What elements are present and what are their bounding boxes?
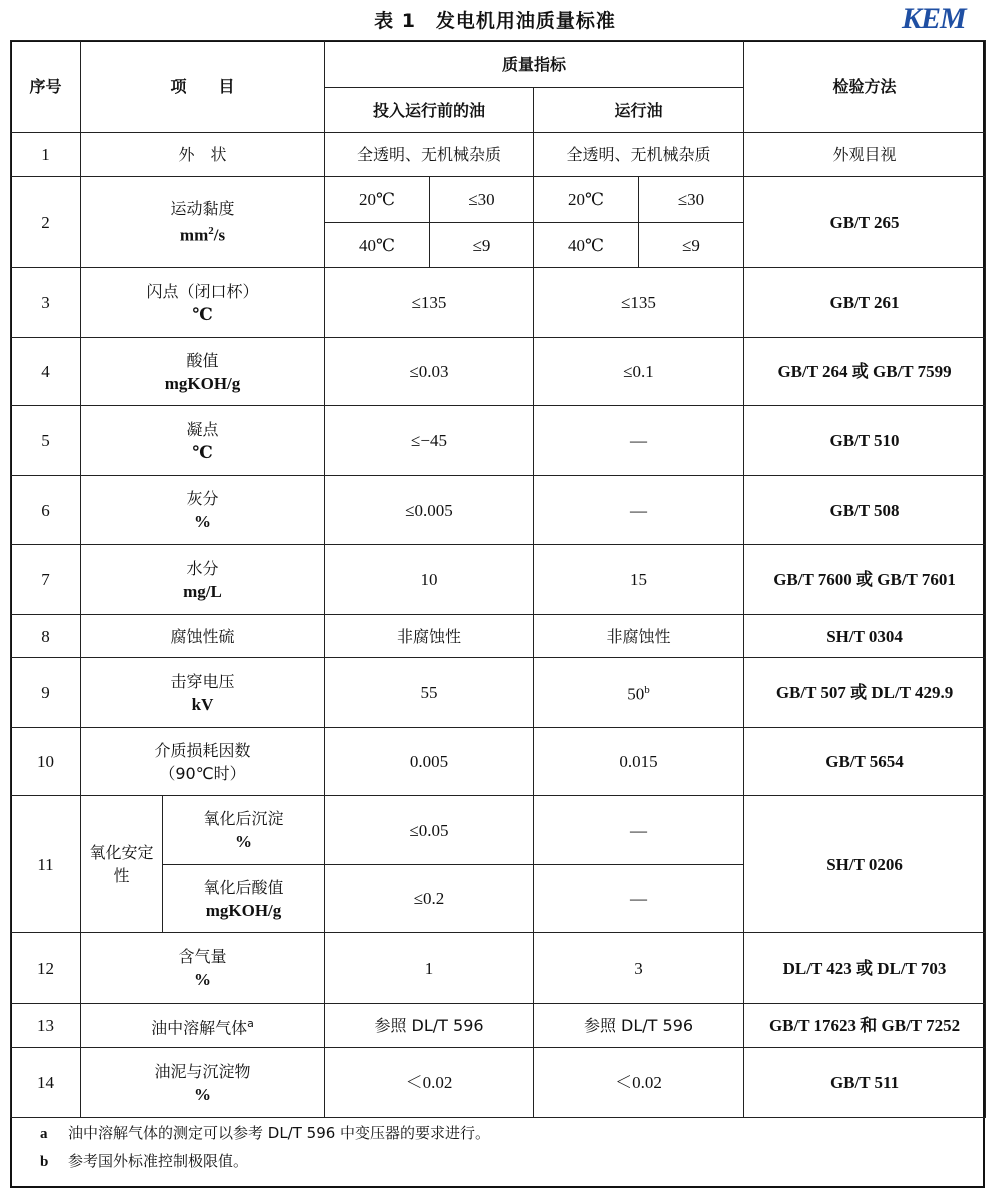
table-row	[11, 406, 986, 476]
row-running: —	[534, 865, 744, 933]
row-running: ≤135	[534, 268, 744, 338]
value-before: ≤9	[430, 223, 534, 268]
row-method: GB/T 265	[744, 177, 986, 268]
table-row	[11, 268, 986, 338]
row-item: 油泥与沉淀物 %	[81, 1048, 325, 1118]
row-method: GB/T 507 或 DL/T 429.9	[744, 658, 986, 728]
row-method: 外观目视	[744, 133, 986, 177]
table-row	[11, 728, 986, 796]
row-item: 闪点（闭口杯） ℃	[81, 268, 325, 338]
row-before: ≤0.03	[325, 338, 534, 406]
row-before: ≤135	[325, 268, 534, 338]
row-seq: 14	[11, 1048, 81, 1118]
header-running: 运行油	[534, 88, 744, 133]
item-name: 运动黏度	[170, 199, 235, 219]
row-item: 外 状	[81, 133, 325, 177]
row-item: 灰分 %	[81, 476, 325, 545]
row-seq: 7	[11, 545, 81, 615]
row-method: GB/T 7600 或 GB/T 7601	[744, 545, 986, 615]
row-method: GB/T 510	[744, 406, 986, 476]
table-row	[11, 658, 986, 728]
table-row	[11, 933, 986, 1004]
footnote-ref-b: b	[644, 684, 650, 697]
row-method: GB/T 508	[744, 476, 986, 545]
row-group: 氧化安定性	[81, 796, 163, 933]
row-item: 腐蚀性硫	[81, 615, 325, 658]
table-row	[11, 133, 986, 177]
row-seq: 11	[11, 796, 81, 933]
value-before: ≤30	[430, 177, 534, 223]
row-running: 0.015	[534, 728, 744, 796]
row-before: ≤0.05	[325, 796, 534, 865]
row-before: ≤0.2	[325, 865, 534, 933]
row-before: 0.005	[325, 728, 534, 796]
oil-quality-table	[10, 40, 986, 1118]
row-item: 凝点 ℃	[81, 406, 325, 476]
row-running: 参照 DL/T 596	[534, 1004, 744, 1048]
footnote-a: a 油中溶解气体的测定可以参考 DL/T 596 中变压器的要求进行。	[40, 1124, 491, 1142]
header-item: 项 目	[81, 41, 325, 133]
row-running: ＜0.02	[534, 1048, 744, 1118]
row-before: ≤−45	[325, 406, 534, 476]
row-method: GB/T 264 或 GB/T 7599	[744, 338, 986, 406]
table-row	[11, 338, 986, 406]
table-row	[11, 1048, 986, 1118]
row-running: ≤0.1	[534, 338, 744, 406]
header-quality: 质量指标	[325, 41, 744, 88]
row-seq: 6	[11, 476, 81, 545]
temp-40-running: 40℃	[534, 223, 639, 268]
row-item: 含气量 %	[81, 933, 325, 1004]
value-running: ≤9	[639, 223, 744, 268]
row-before: 全透明、无机械杂质	[325, 133, 534, 177]
row-running: 15	[534, 545, 744, 615]
temp-20-running: 20℃	[534, 177, 639, 223]
row-before: ＜0.02	[325, 1048, 534, 1118]
header-seq: 序号	[11, 41, 81, 133]
table-row	[11, 545, 986, 615]
row-method: SH/T 0304	[744, 615, 986, 658]
row-item: 水分 mg/L	[81, 545, 325, 615]
row-item: 油中溶解气体$^a$	[81, 1004, 325, 1048]
table-row	[11, 796, 986, 865]
row-subitem: 氧化后酸值 mgKOH/g	[163, 865, 325, 933]
footnote-b: b 参考国外标准控制极限值。	[40, 1152, 249, 1170]
table-title: 表 1 发电机用油质量标准	[374, 10, 616, 32]
row-running: —	[534, 476, 744, 545]
row-seq: 4	[11, 338, 81, 406]
table-row	[11, 476, 986, 545]
temp-40-before: 40℃	[325, 223, 430, 268]
row-running: 全透明、无机械杂质	[534, 133, 744, 177]
footnote-ref-a: a	[247, 1016, 254, 1030]
row-seq: 13	[11, 1004, 81, 1048]
row-before: 55	[325, 658, 534, 728]
row-before: 非腐蚀性	[325, 615, 534, 658]
temp-20-before: 20℃	[325, 177, 430, 223]
row-method: GB/T 511	[744, 1048, 986, 1118]
row-item: 击穿电压 kV	[81, 658, 325, 728]
row-running: 非腐蚀性	[534, 615, 744, 658]
row-running: 3	[534, 933, 744, 1004]
row-seq: 2	[11, 177, 81, 268]
row-before: ≤0.005	[325, 476, 534, 545]
row-running: —	[534, 406, 744, 476]
row-before: 参照 DL/T 596	[325, 1004, 534, 1048]
row-running: —	[534, 796, 744, 865]
row-item: 酸值 mgKOH/g	[81, 338, 325, 406]
table-row	[11, 1004, 986, 1048]
row-method: GB/T 5654	[744, 728, 986, 796]
row-running: 50$^b$	[534, 658, 744, 728]
row-before: 1	[325, 933, 534, 1004]
row-method: DL/T 423 或 DL/T 703	[744, 933, 986, 1004]
footnotes	[40, 1120, 970, 1176]
row-seq: 10	[11, 728, 81, 796]
item-unit: $mm^2/s$	[179, 225, 226, 245]
kem-logo: KEM	[902, 2, 966, 35]
row-seq: 9	[11, 658, 81, 728]
row-method: SH/T 0206	[744, 796, 986, 933]
row-item	[81, 177, 325, 268]
value-running: ≤30	[639, 177, 744, 223]
row-seq: 3	[11, 268, 81, 338]
row-before: 10	[325, 545, 534, 615]
row-seq: 8	[11, 615, 81, 658]
row-seq: 1	[11, 133, 81, 177]
row-seq: 5	[11, 406, 81, 476]
row-seq: 12	[11, 933, 81, 1004]
row-method: GB/T 261	[744, 268, 986, 338]
header-before-run: 投入运行前的油	[325, 88, 534, 133]
row-subitem: 氧化后沉淀 %	[163, 796, 325, 865]
row-item: 介质损耗因数 （90℃时）	[81, 728, 325, 796]
table-row	[11, 615, 986, 658]
table-row	[11, 177, 986, 223]
row-method: GB/T 17623 和 GB/T 7252	[744, 1004, 986, 1048]
header-method: 检验方法	[744, 41, 986, 133]
